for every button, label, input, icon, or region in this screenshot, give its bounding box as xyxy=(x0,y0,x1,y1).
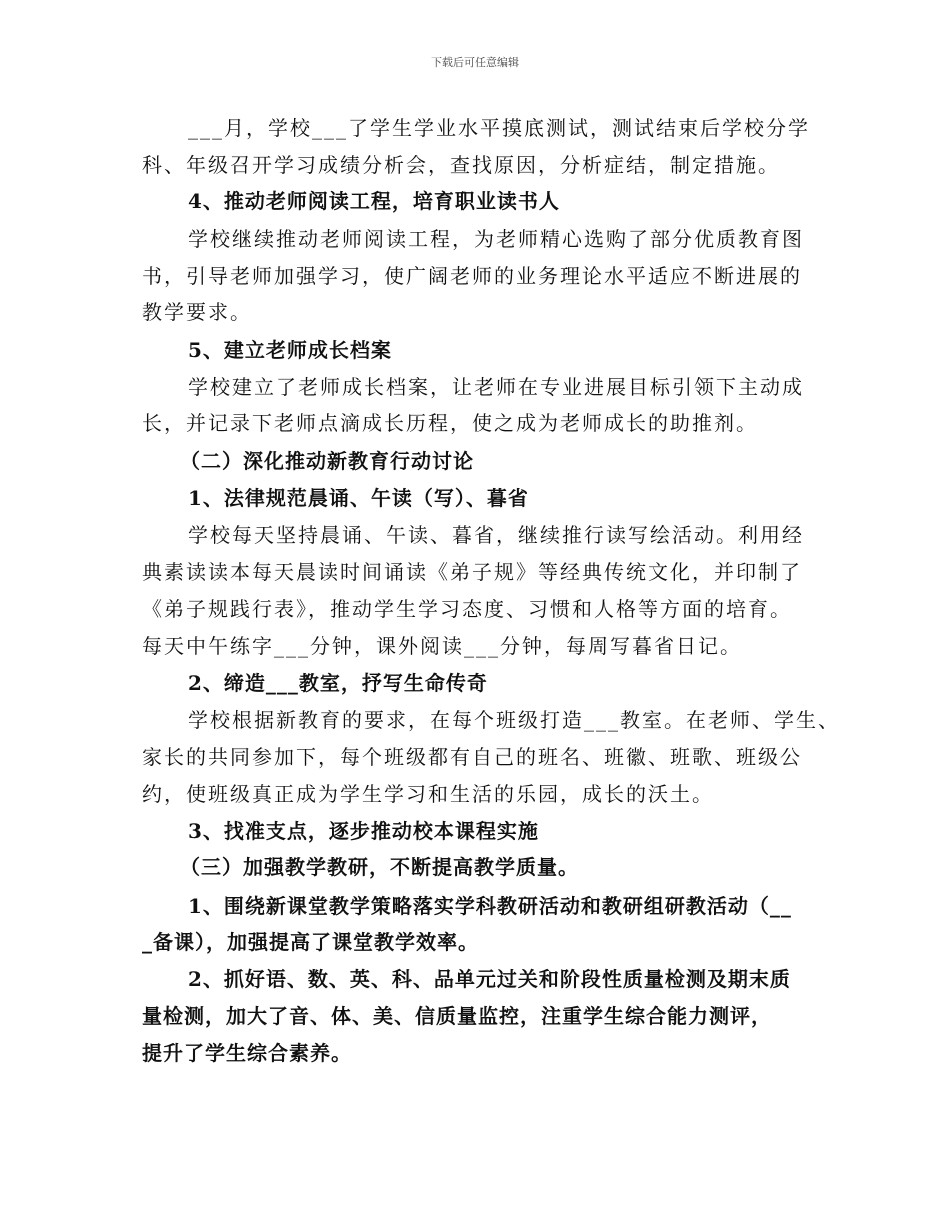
subsection-heading: （三）加强教学教研，不断提高教学质量。 xyxy=(180,855,579,879)
section-heading: 5、建立老师成长档案 xyxy=(188,338,392,362)
section-heading: 4、推动老师阅读工程，培育职业读书人 xyxy=(188,189,560,213)
paragraph-line: 家长的共同参加下，每个班级都有自己的班名、班徽、班歌、班级公 xyxy=(142,745,802,769)
section-heading: 2、缔造___教室，抒写生命传奇 xyxy=(188,671,488,695)
section-heading: 2、抓好语、数、英、科、品单元过关和阶段性质量检测及期末质 xyxy=(188,967,791,991)
paragraph-line: 长，并记录下老师点滴成长历程，使之成为老师成长的助推剂。 xyxy=(142,411,758,435)
paragraph-line: ___月，学校___了学生学业水平摸底测试，测试结束后学校分学 xyxy=(188,116,810,140)
paragraph-line: 书，引导老师加强学习，使广阔老师的业务理论水平适应不断进展的 xyxy=(142,264,802,288)
section-heading: 1、围绕新课堂教学策略落实学科教研活动和教研组研教活动（__ xyxy=(188,894,792,918)
paragraph-line: 学校根据新教育的要求，在每个班级打造___教室。在老师、学生、 xyxy=(188,708,840,732)
paragraph-line: 量检测，加大了音、体、美、信质量监控，注重学生综合能力测评， xyxy=(142,1004,772,1028)
paragraph-line: 学校每天坚持晨诵、午读、暮省，继续推行读写绘活动。利用经 xyxy=(188,523,804,547)
paragraph-line: 《弟子规践行表》，推动学生学习态度、习惯和人格等方面的培育。 xyxy=(142,597,792,621)
page-header: 下载后可任意编辑 xyxy=(431,56,519,69)
paragraph-line: _备课），加强提高了课堂教学效率。 xyxy=(142,930,479,954)
paragraph-line: 教学要求。 xyxy=(142,300,252,324)
paragraph-line: 提升了学生综合素养。 xyxy=(142,1041,352,1065)
section-heading: 3、找准支点，逐步推动校本课程实施 xyxy=(188,819,539,843)
paragraph-line: 学校继续推动老师阅读工程，为老师精心选购了部分优质教育图 xyxy=(188,227,804,251)
subsection-heading: （二）深化推动新教育行动讨论 xyxy=(180,449,474,473)
paragraph-line: 典素读读本每天晨读时间诵读《弟子规》等经典传统文化，并印制了 xyxy=(142,560,802,584)
paragraph-line: 约，使班级真正成为学生学习和生活的乐园，成长的沃土。 xyxy=(142,782,714,806)
section-heading: 1、法律规范晨诵、午读（写）、暮省 xyxy=(188,486,529,510)
paragraph-line: 科、年级召开学习成绩分析会，查找原因，分析症结，制定措施。 xyxy=(142,153,780,177)
paragraph-line: 每天中午练字___分钟，课外阅读___分钟，每周写暮省日记。 xyxy=(142,634,742,658)
paragraph-line: 学校建立了老师成长档案，让老师在专业进展目标引领下主动成 xyxy=(188,375,804,399)
